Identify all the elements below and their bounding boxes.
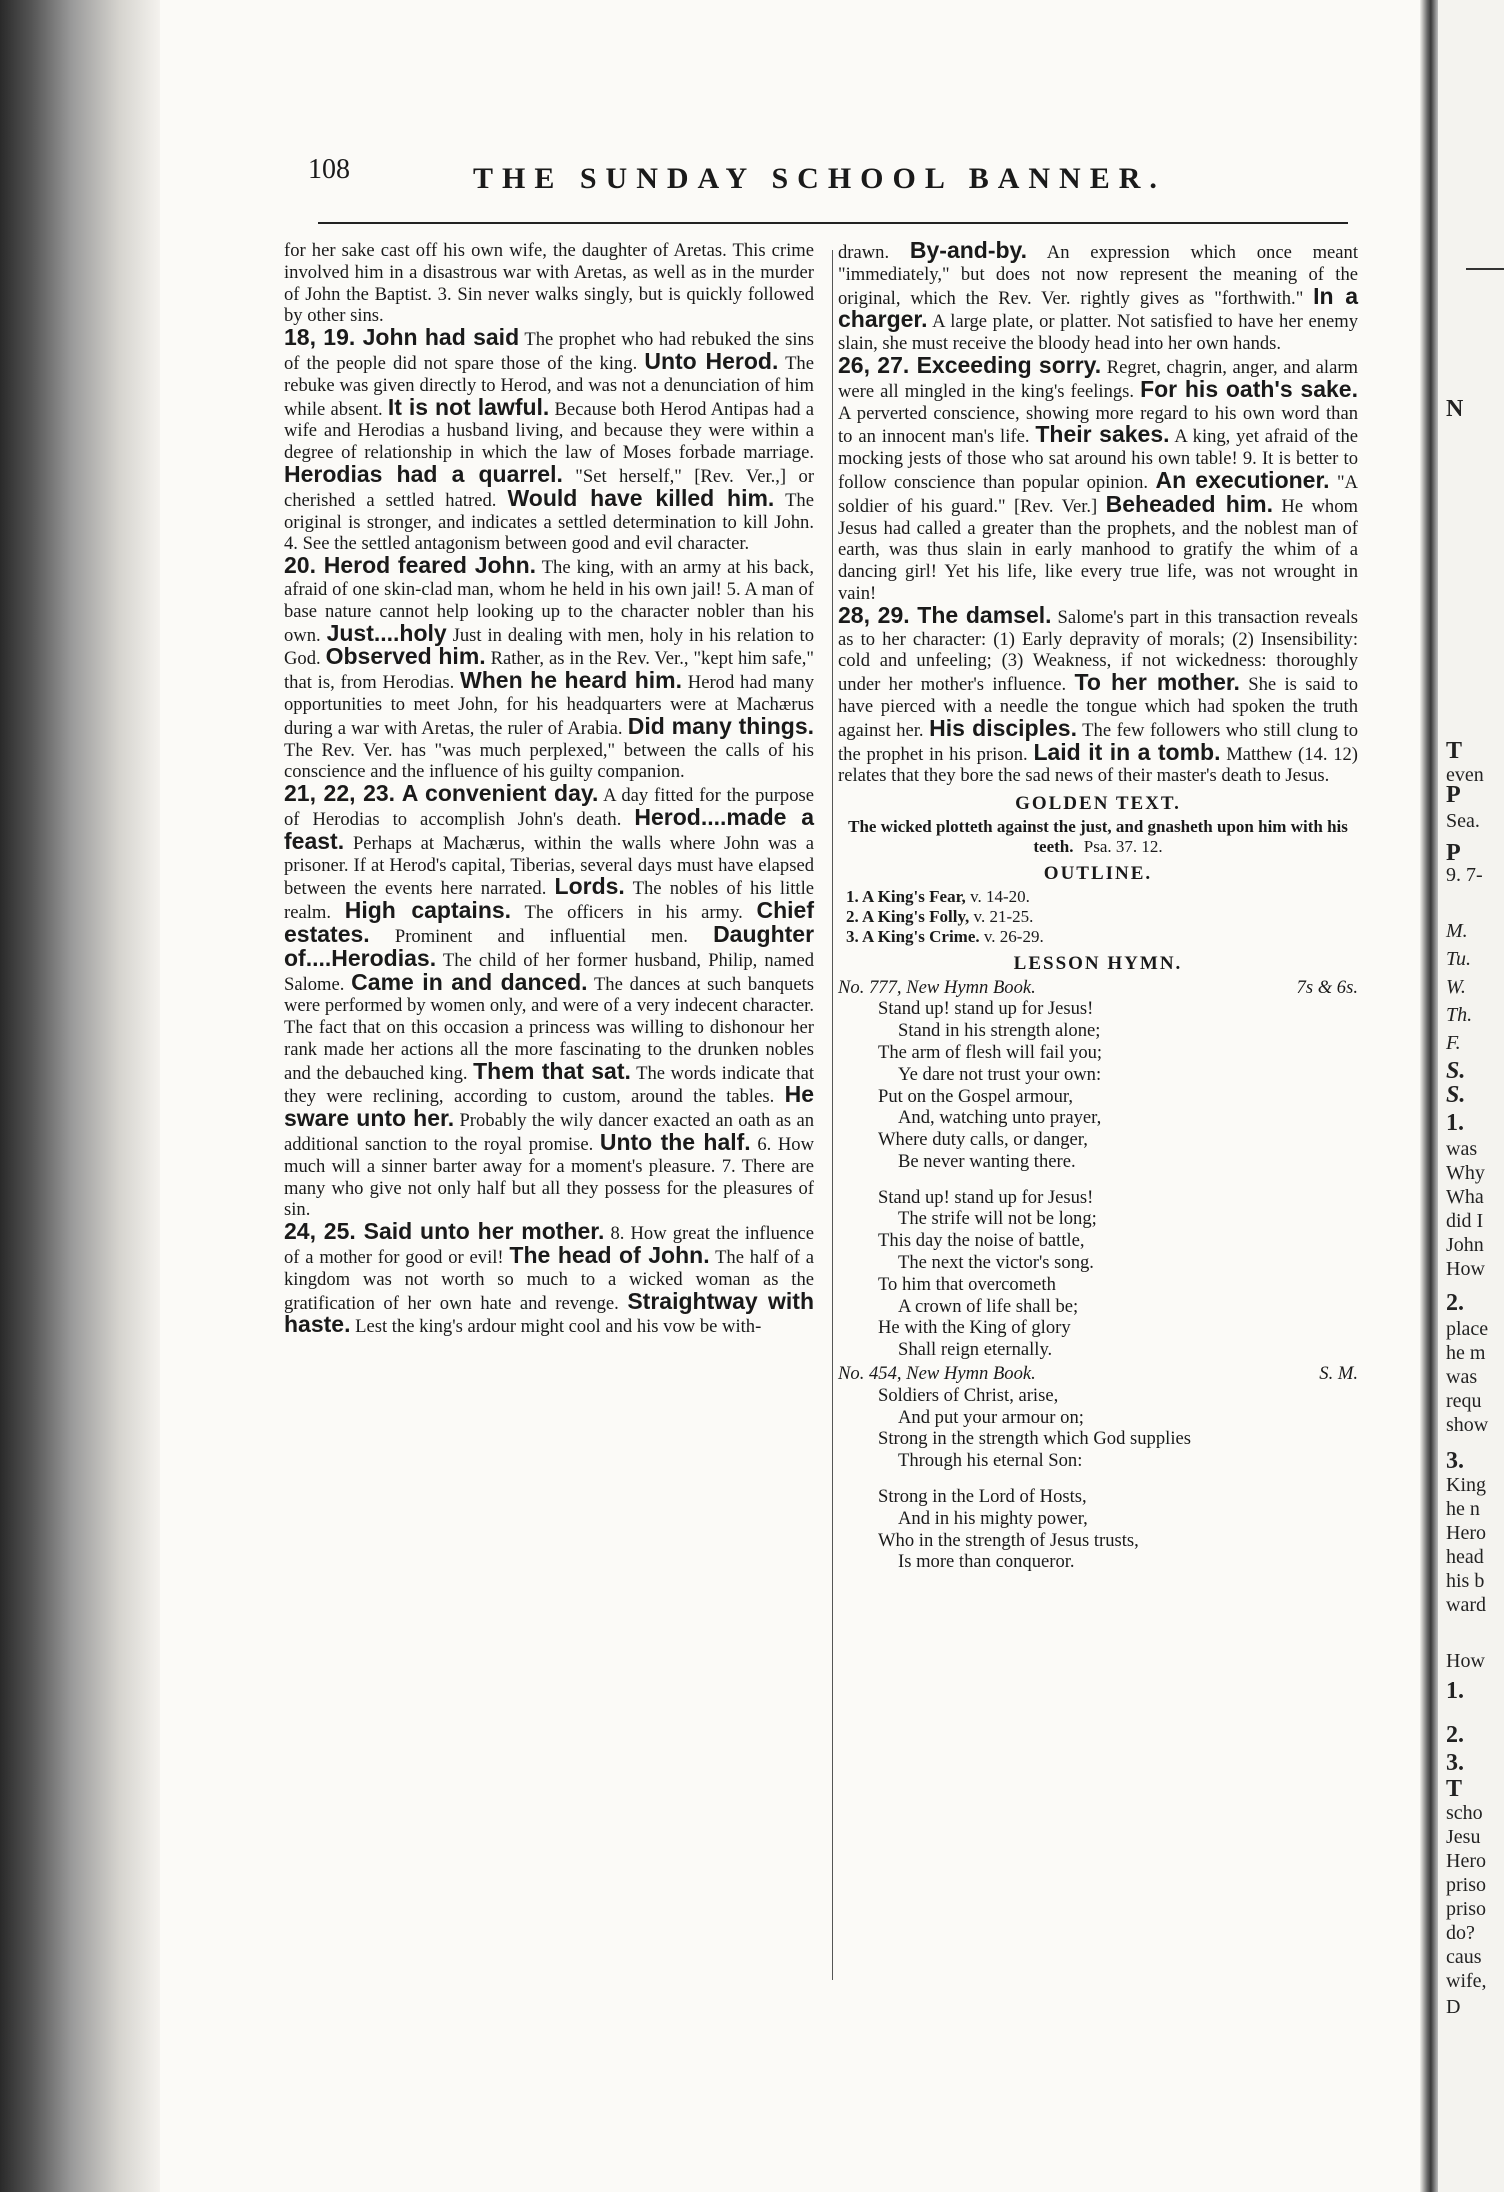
outline-item (846, 907, 1358, 927)
commentary-text: The dances at such banquets were performed by women only, and were of a very indecent character. The fact that on this occasion a princess was willing to dishonour her rank made her actions all the more fascinating to the drunken nobles and the debauched king. (284, 973, 815, 1084)
page-number: 108 (308, 154, 350, 185)
keyword-heading: 20. Herod feared John. (284, 552, 537, 579)
commentary-text: 8. How great the influence of a mother for good or evil! (284, 1223, 814, 1269)
keyword-heading: Came in and danced. (351, 968, 588, 995)
commentary-text: The nobles of his little realm. (284, 878, 815, 924)
facing-page-text: M. (1446, 920, 1468, 942)
facing-page-text: Jesu (1446, 1826, 1481, 1848)
keyword-heading: 28, 29. The damsel. (838, 601, 1052, 628)
keyword-heading: Lords. (554, 873, 625, 900)
stanza-gap (838, 1173, 1358, 1187)
facing-page-text: show (1446, 1414, 1489, 1436)
hymn-reference (838, 977, 1358, 999)
hymn-number: No. 454, New Hymn Book. (838, 1363, 1036, 1385)
facing-page-text: Wha (1446, 1186, 1484, 1208)
hymn-line: This day the noise of battle, (878, 1230, 1085, 1252)
facing-page-text: caus (1446, 1946, 1482, 1968)
keyword-heading: An executioner. (1155, 466, 1330, 493)
facing-page-text: he m (1446, 1342, 1486, 1364)
commentary-text: An expression which once meant "immediately," but does not now represent the meaning of the original, which the Rev. Ver. rightly gives as "forthwith." (838, 242, 1359, 309)
commentary-paragraph (284, 552, 815, 783)
keyword-heading: Them that sat. (473, 1057, 631, 1084)
hymn-line: He with the King of glory (878, 1317, 1071, 1339)
header-rule (318, 222, 1348, 224)
commentary-text: A perverted conscience, showing more regard to his own word than to an innocent man's life. (838, 402, 1358, 448)
facing-page-text: 9. 7- (1446, 864, 1483, 886)
keyword-heading: To her mother. (1074, 669, 1240, 696)
commentary-text: The child of her former husband, Philip, named Salome. (284, 949, 814, 995)
commentary-text: The prophet who had rebuked the sins of the people did not spare those of the king. (284, 329, 815, 374)
golden-text-heading: GOLDEN TEXT. (1015, 793, 1181, 815)
hymn-line: Stand up! stand up for Jesus! (878, 1186, 1094, 1208)
keyword-heading: Herod....made a feast. (284, 803, 814, 854)
hymn-stanza (838, 1187, 1358, 1361)
commentary-text: Salome's part in this transaction reveals as to her character: (1) Early depravity of morals; (2) Insensibility: cold and unfeeling; (3) Weakness, if not wickedness: thoroughly under her mother's influence. (838, 606, 1359, 696)
lesson-hymn-heading: LESSON HYMN. (1013, 952, 1183, 974)
hymn-line: Is more than conqueror. (898, 1551, 1075, 1573)
facing-page-text: 3. (1446, 1750, 1464, 1776)
commentary-text: drawn. (838, 242, 890, 263)
facing-page-text: was (1446, 1366, 1478, 1388)
commentary-text: "Set herself," [Rev. Ver.,] or cherished a settled hatred. (284, 465, 815, 511)
hymn-line: Through his eternal Son: (898, 1450, 1083, 1472)
facing-page-text: he n (1446, 1498, 1480, 1520)
hymn-meter: S. M. (1319, 1363, 1358, 1385)
commentary-text: for her sake cast off his own wife, the daughter of Aretas. This crime involved him in a disastrous war with Aretas, as well as in the murder of John the Baptist. 3. Sin never walks singly, but is quickly followed by other sins. (284, 240, 814, 327)
keyword-heading: Unto Herod. (644, 347, 779, 374)
outline-item-title: 2. A King's Folly, (846, 906, 970, 926)
facing-page-fragment (1438, 0, 1504, 2192)
keyword-heading: 21, 22, 23. A convenient day. (284, 780, 599, 807)
facing-page-text: Th. (1446, 1004, 1473, 1026)
commentary-paragraph (838, 351, 1359, 605)
facing-page-text: was (1446, 1138, 1478, 1160)
keyword-heading: For his oath's sake. (1140, 375, 1358, 402)
keyword-heading: It is not lawful. (387, 393, 550, 420)
hymn-reference (838, 1363, 1358, 1385)
commentary-text: The half of a kingdom was not worth so much to a wicked woman as the gratification of her own hate and revenge. (284, 1247, 815, 1314)
facing-page-text: John (1446, 1234, 1484, 1256)
keyword-heading: 26, 27. Exceeding sorry. (838, 351, 1102, 378)
keyword-heading: Laid it in a tomb. (1033, 738, 1221, 765)
commentary-text: The rebuke was given directly to Herod, and was not a denunciation of him while absent. (284, 352, 814, 420)
column-separator (832, 250, 833, 1980)
keyword-heading: Just....holy (326, 619, 447, 646)
hymn-line: A crown of life shall be; (898, 1295, 1079, 1317)
facing-page-text: P (1446, 782, 1461, 808)
commentary-continued (838, 237, 1359, 787)
facing-page-text: Hero (1446, 1522, 1486, 1544)
facing-page-text: 1. (1446, 1678, 1464, 1704)
hymn-stanza (838, 1486, 1358, 1573)
commentary-text: Perhaps at Machærus, within the walls where John was a prisoner. If at Herod's capital, Tiberias, several days must have elapsed between the events here narrated. (284, 832, 815, 900)
outline-item-title: 3. A King's Crime. (846, 926, 980, 946)
commentary-text: "A soldier of his guard." [Rev. Ver.] (838, 471, 1358, 517)
commentary-paragraph (284, 780, 815, 1221)
facing-page-text: priso (1446, 1874, 1486, 1896)
hymn-line: Where duty calls, or danger, (878, 1129, 1088, 1151)
facing-page-text: his b (1446, 1570, 1485, 1592)
outline-item-title: 1. A King's Fear, (846, 886, 966, 906)
commentary-text: The few followers who still clung to the prophet in his prison. (838, 719, 1359, 765)
facing-page-text: Tu. (1446, 948, 1472, 970)
keyword-heading: The head of John. (509, 1242, 710, 1269)
keyword-heading: Did many things. (627, 712, 815, 739)
commentary-text: Regret, chagrin, anger, and alarm were all mingled in the king's feelings. (838, 356, 1358, 402)
hymn-line: The arm of flesh will fail you; (878, 1041, 1103, 1063)
keyword-heading: Daughter of....Herodias. (284, 920, 815, 971)
commentary-paragraph (284, 240, 814, 327)
middle-column (838, 237, 1359, 1573)
facing-page-text: T (1446, 738, 1463, 764)
hymn-line: And put your armour on; (898, 1406, 1084, 1428)
left-column (284, 240, 814, 1338)
keyword-heading: High captains. (344, 897, 512, 924)
stanza-gap (838, 1472, 1358, 1486)
facing-page-text: How (1446, 1258, 1485, 1280)
hymn-number: No. 777, New Hymn Book. (838, 976, 1036, 998)
facing-page-text: T (1446, 1776, 1463, 1802)
outline-item (846, 927, 1358, 947)
facing-page-text: How (1446, 1650, 1485, 1672)
keyword-heading: When he heard him. (460, 667, 682, 694)
golden-text-body: The wicked plotteth against the just, and gnasheth upon him with his teeth. (848, 816, 1348, 856)
hymn-meter: 7s & 6s. (1296, 976, 1358, 998)
outline-item-verses: v. 21-25. (969, 906, 1034, 926)
facing-page-text: priso (1446, 1898, 1486, 1920)
commentary-paragraph (284, 1218, 815, 1338)
hymn-stanza (838, 998, 1358, 1172)
commentary-text: A day fitted for the purpose of Herodias to accomplish John's death. (284, 785, 814, 830)
facing-page-text: N (1446, 396, 1464, 422)
hymn-line: Ye dare not trust your own: (898, 1063, 1102, 1085)
keyword-heading: His disciples. (929, 714, 1077, 741)
hymn-line: And, watching unto prayer, (898, 1107, 1102, 1129)
outline-heading: OUTLINE. (1043, 862, 1153, 884)
facing-page-text: 1. (1446, 1110, 1464, 1136)
hymn-line: Soldiers of Christ, arise, (878, 1384, 1059, 1406)
facing-page-text: S. (1446, 1082, 1466, 1108)
commentary-text: 6. How much will a sinner barter away for a moment's pleasure. 7. There are many who give not only half but all they possess for the pleasures of sin. (284, 1134, 815, 1221)
commentary-text: The Rev. Ver. has "was much perplexed," between the calls of his conscience and the influence of his guilty companion. (284, 739, 814, 783)
hymn-line: Strong in the Lord of Hosts, (878, 1486, 1087, 1508)
hymn-line: Shall reign eternally. (898, 1339, 1053, 1361)
keyword-heading: 18, 19. John had said (284, 324, 520, 351)
keyword-heading: Unto the half. (599, 1129, 751, 1156)
facing-page-text: ward (1446, 1594, 1486, 1616)
facing-page-text: D (1446, 1996, 1461, 2018)
facing-page-text: Sea. (1446, 810, 1480, 832)
facing-page-text: F. (1446, 1032, 1461, 1054)
commentary-text: Probably the wily dancer exacted an oath as an additional sanction to the royal promise. (284, 1110, 815, 1156)
hymn-line: Strong in the strength which God supplies (878, 1428, 1191, 1450)
running-title: THE SUNDAY SCHOOL BANNER. (473, 162, 1166, 195)
hymn-line: The strife will not be long; (898, 1208, 1097, 1230)
facing-page-text: P (1446, 840, 1461, 866)
facing-page-text: even (1446, 764, 1484, 786)
commentary-text: Prominent and influential men. (394, 925, 688, 947)
golden-text (838, 817, 1358, 857)
keyword-heading: Straightway with haste. (284, 1287, 814, 1338)
outline-item (846, 887, 1358, 907)
hymn-line: Put on the Gospel armour, (878, 1085, 1073, 1107)
commentary-paragraph (838, 601, 1359, 787)
keyword-heading: In a charger. (838, 282, 1358, 333)
outline-list (838, 887, 1358, 947)
facing-page-text: wife, (1446, 1970, 1487, 1992)
hymn-line: And in his mighty power, (898, 1507, 1088, 1529)
commentary-text: A large plate, or platter. Not satisfied to have her enemy slain, she must receive the bloody head into her own hands. (838, 311, 1358, 355)
page-gutter (1420, 0, 1438, 2192)
commentary-paragraph (838, 237, 1359, 355)
hymn-stanza (838, 1385, 1358, 1472)
keyword-heading: 24, 25. Said unto her mother. (284, 1218, 605, 1245)
facing-page-text: do? (1446, 1922, 1475, 1944)
facing-page-text: requ (1446, 1390, 1482, 1412)
hymn-line: The next the victor's song. (898, 1252, 1094, 1274)
commentary-text: The king, with an army at his back, afraid of one skin-clad man, whom he held in his own jail! 5. A man of base nature cannot help looking up to the character nobler than his own. (284, 557, 815, 646)
facing-page-text: Why (1446, 1162, 1485, 1184)
hymn-line: Who in the strength of Jesus trusts, (878, 1529, 1139, 1551)
keyword-heading: Their sakes. (1035, 421, 1170, 448)
commentary-text: The officers in his army. (524, 902, 743, 924)
keyword-heading: He sware unto her. (284, 1081, 814, 1132)
hymn-line: To him that overcometh (878, 1273, 1056, 1295)
keyword-heading: Beheaded him. (1105, 490, 1274, 517)
commentary-paragraph (284, 324, 815, 555)
commentary-text: He whom Jesus had called a greater than the prophets, and the noblest man of earth, was thus slain in early manhood to gratify the whim of a dancing girl! Yet his life, like every true life, was not wrought in vain! (838, 495, 1358, 604)
facing-page-text: W. (1446, 976, 1466, 998)
facing-page-text: King (1446, 1474, 1486, 1496)
facing-page-text: did I (1446, 1210, 1484, 1232)
facing-page-text: place (1446, 1318, 1489, 1340)
book-binding-shadow (0, 0, 160, 2192)
facing-page-text: Hero (1446, 1850, 1486, 1872)
facing-page-text: 2. (1446, 1722, 1464, 1748)
commentary-text: She is said to have pierced with a needle the tongue which had spoken the truth against her. (838, 674, 1358, 741)
commentary-text: Because both Herod Antipas had a wife and Herodias a husband living, and because they were within a degree of relationship in which the law of Moses forbade marriage. (284, 398, 814, 464)
commentary-text: Just in dealing with men, holy in his relation to God. (284, 624, 814, 670)
keyword-heading: Herodias had a quarrel. (284, 460, 563, 487)
outline-item-verses: v. 14-20. (965, 886, 1030, 906)
commentary-text: Lest the king's ardour might cool and his vow be with- (355, 1316, 762, 1338)
keyword-heading: Would have killed him. (507, 484, 775, 511)
page-header (308, 146, 1228, 196)
keyword-heading: Observed him. (325, 643, 486, 670)
commentary-text: The words indicate that they were reclining, according to custom, around the tables. (284, 1062, 814, 1108)
hymn-line: Stand in his strength alone; (898, 1020, 1101, 1042)
commentary-text: Herod had many opportunities to meet John, for his headquarters were at Machærus during a war with Aretas, the ruler of Arabia. (284, 672, 815, 739)
keyword-heading: Chief estates. (284, 897, 814, 947)
lesson-hymns (838, 977, 1358, 1574)
commentary-text: A king, yet afraid of the mocking jests of those who sat around his own table! 9. It is better to follow conscience than popular opinion. (838, 426, 1359, 493)
facing-page-text: scho (1446, 1802, 1483, 1824)
hymn-line: Be never wanting there. (898, 1150, 1076, 1172)
hymn-line: Stand up! stand up for Jesus! (878, 998, 1094, 1020)
facing-page-text: head (1446, 1546, 1484, 1568)
commentary-text: The original is stronger, and indicates a settled determination to kill John. 4. See the settled antagonism between good and evil character. (284, 489, 814, 555)
commentary-text: Rather, as in the Rev. Ver., "kept him safe," that is, from Herodias. (284, 648, 814, 694)
golden-text-reference: Psa. 37. 12. (1083, 836, 1163, 856)
commentary-text: Matthew (14. 12) relates that they bore the sad news of their master's death to Jesus. (838, 743, 1358, 787)
facing-page-text: 2. (1446, 1290, 1464, 1316)
facing-page-rule (1466, 268, 1504, 270)
facing-page-text: S. (1446, 1058, 1466, 1084)
facing-page-text: 3. (1446, 1448, 1464, 1474)
outline-item-verses: v. 26-29. (979, 926, 1044, 946)
keyword-heading: By-and-by. (909, 237, 1028, 263)
